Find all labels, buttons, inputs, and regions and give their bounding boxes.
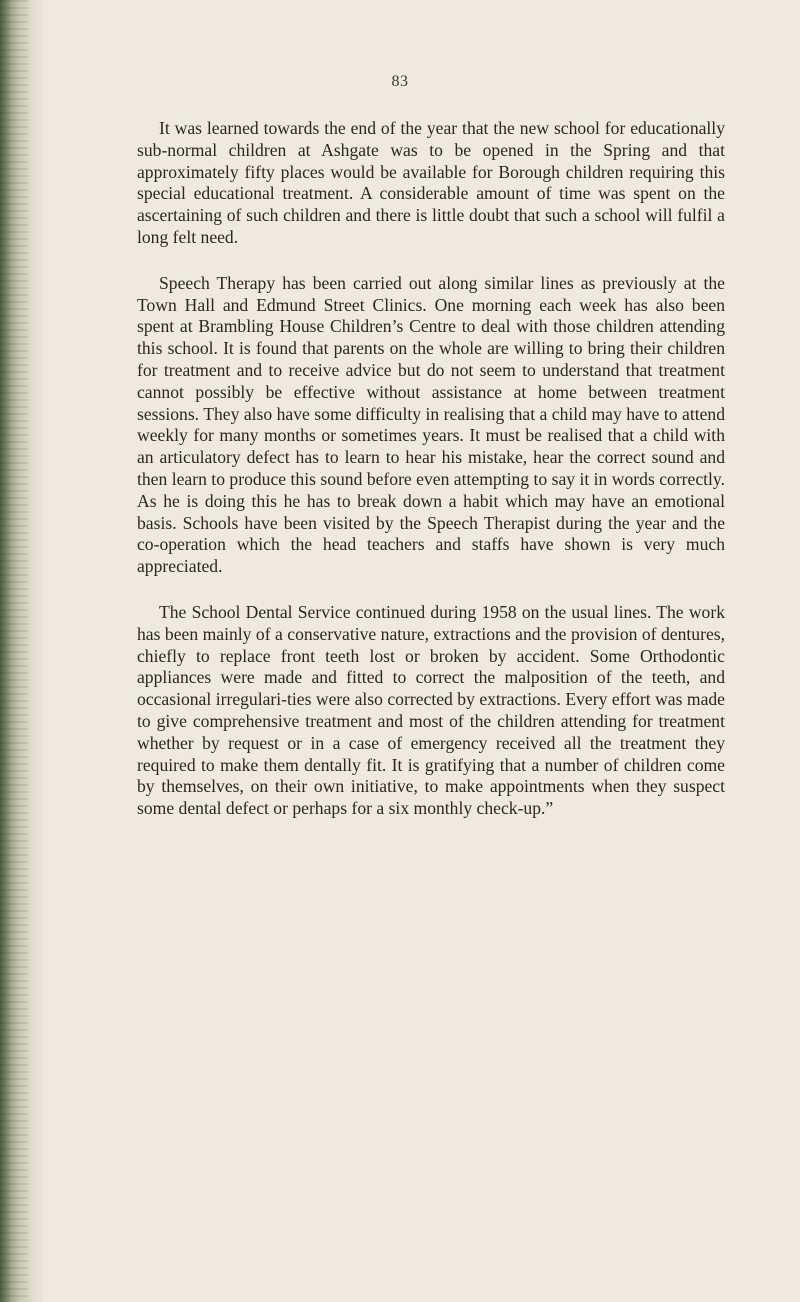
page-number: 83 xyxy=(391,73,409,90)
body-text xyxy=(137,118,725,844)
paragraph-speech-therapy: Speech Therapy has been carried out along similar lines as previously at the Town Hall and Edmund Street Clinics. One morning each week has also been spent at Brambling House Children’s Centre to deal with those children attending this school. It is found that parents on the whole are willing to bring their children for treatment and to receive advice but do not seem to understand that treatment cannot possibly be effective without assistance at home between treatment sessions. They also have some difficulty in realising that a child may have to attend weekly for many months or sometimes years. It must be realised that a child with an articulatory defect has to learn to hear his mistake, hear the correct sound and then learn to produce this sound before even attempting to say it in words correctly. As he is doing this he has to break down a habit which may have an emotional basis. Schools have been visited by the Speech Therapist during the year and the co-operation which the head teachers and staffs have shown is very much appreciated. xyxy=(137,272,725,577)
paragraph-school-dental-service: The School Dental Service continued during 1958 on the usual lines. The work has been mainly of a conservative nature, extractions and the provision of dentures, chiefly to replace front teeth lost or broken by accident. Some Orthodontic appliances were made and fitted to correct the malposition of the teeth, and occasional irregulari-ties were also corrected by extractions. Every effort was made to give comprehensive treatment and most of the children attending for treatment whether by request or in a case of emergency received all the treatment they required to make them dentally fit. It is gratifying that a number of children come by themselves, on their own initiative, to make appointments when they suspect some dental defect or perhaps for a six monthly check-up.” xyxy=(137,601,725,819)
paragraph-ashgate-school: It was learned towards the end of the year that the new school for educationally sub-normal children at Ashgate was to be opened in the Spring and that approximately fifty places would be available for Borough children requiring this special educational treatment. A considerable amount of time was spent on the ascertaining of such children and there is little doubt that such a school will fulfil a long felt need. xyxy=(137,118,725,247)
gutter-texture xyxy=(0,0,28,1302)
